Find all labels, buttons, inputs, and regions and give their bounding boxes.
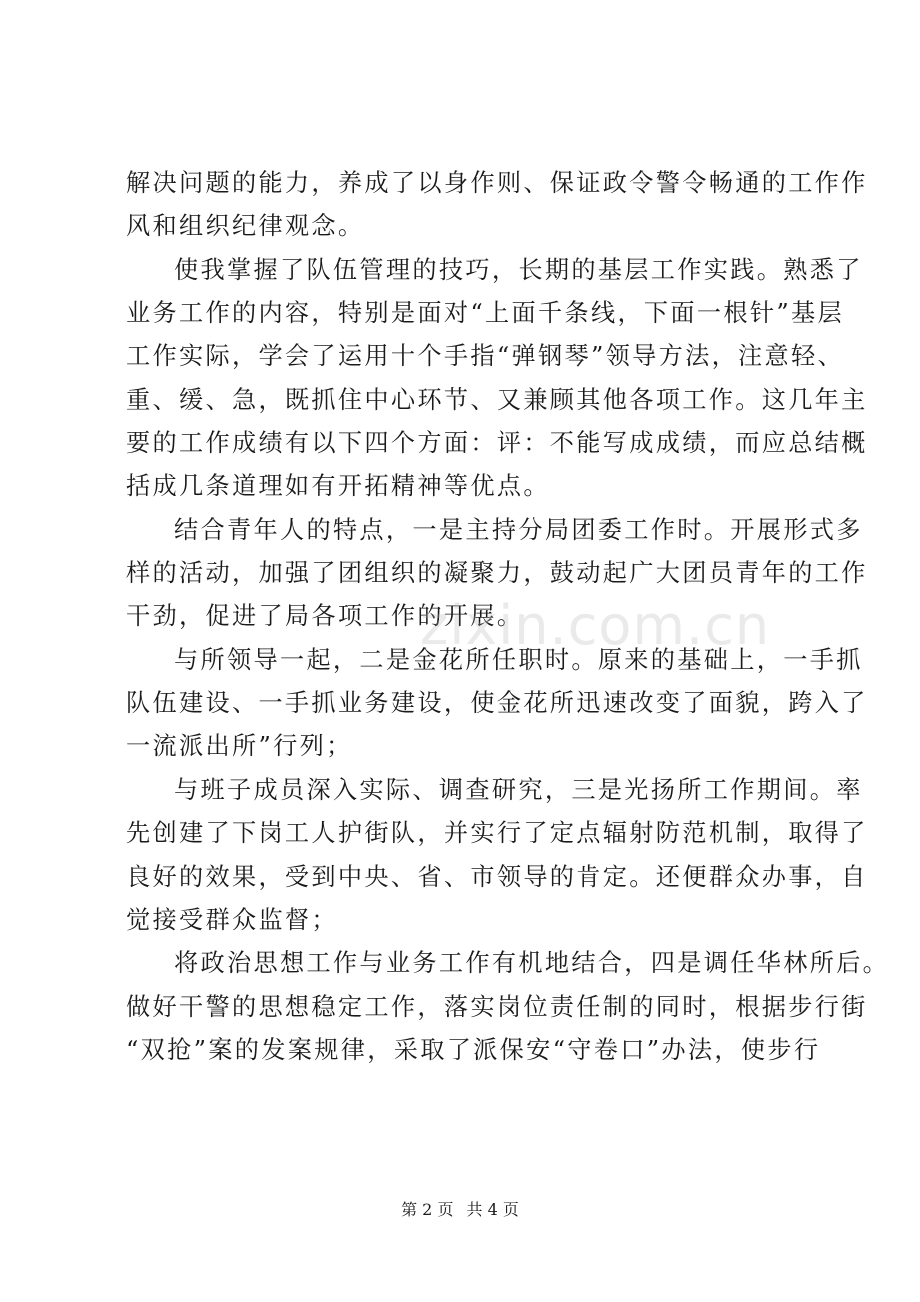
paragraph-line: “双抢”案的发案规律，采取了派保安“守卷口”办法，使步行: [126, 1035, 821, 1064]
paragraph-line: 队伍建设、一手抓业务建设，使金花所迅速改变了面貌，跨入了: [126, 689, 868, 718]
page-total: 共 4 页: [466, 1200, 519, 1219]
document-body: [126, 162, 890, 1072]
paragraph-line: 先创建了下岗工人护街队，并实行了定点辐射防范机制，取得了: [126, 819, 868, 848]
paragraph: [126, 639, 868, 769]
paragraph: [126, 509, 868, 639]
paragraph: [126, 942, 890, 1072]
paragraph-line: 良好的效果，受到中央、省、市领导的肯定。还便群众办事，自: [126, 862, 868, 891]
paragraph-line: 括成几条道理如有开拓精神等优点。: [126, 472, 550, 501]
paragraph-line: 一流派出所”行列；: [126, 732, 353, 761]
paragraph-line: 要的工作成绩有以下四个方面：评：不能写成成绩，而应总结概: [126, 429, 868, 458]
page-footer: [0, 1197, 920, 1220]
paragraph-line: 样的活动，加强了团组织的凝聚力，鼓动起广大团员青年的工作: [126, 559, 868, 588]
watermark-text: zixin.com.cn: [420, 594, 771, 657]
paragraph-line: 工作实际，学会了运用十个手指“弹钢琴”领导方法，注意轻、: [126, 342, 845, 371]
paragraph-line: 使我掌握了队伍管理的技巧，长期的基层工作实践。熟悉了: [174, 255, 863, 284]
paragraph-line: 将政治思想工作与业务工作有机地结合，四是调任华林所后。: [174, 949, 890, 978]
paragraph: [126, 249, 868, 509]
paragraph-line: 觉接受群众监督；: [126, 905, 338, 934]
paragraph-line: 与班子成员深入实际、调查研究，三是光扬所工作期间。率: [174, 775, 863, 804]
paragraph-line: 业务工作的内容，特别是面对“上面千条线，下面一根针”基层: [126, 299, 845, 328]
paragraph: [126, 769, 868, 942]
paragraph-line: 风和组织纪律观念。: [126, 212, 365, 241]
paragraph-line: 做好干警的思想稳定工作，落实岗位责任制的同时，根据步行街: [126, 992, 868, 1021]
paragraph: [126, 162, 868, 249]
paragraph-line: 重、缓、急，既抓住中心环节、又兼顾其他各项工作。这几年主: [126, 385, 868, 414]
paragraph-line: 干劲，促进了局各项工作的开展。: [126, 602, 524, 631]
paragraph-line: 结合青年人的特点，一是主持分局团委工作时。开展形式多: [174, 515, 863, 544]
paragraph-line: 与所领导一起，二是金花所任职时。原来的基础上，一手抓: [174, 645, 863, 674]
paragraph-line: 解决问题的能力，养成了以身作则、保证政令警令畅通的工作作: [126, 169, 868, 197]
page-number: 第 2 页: [401, 1200, 454, 1219]
